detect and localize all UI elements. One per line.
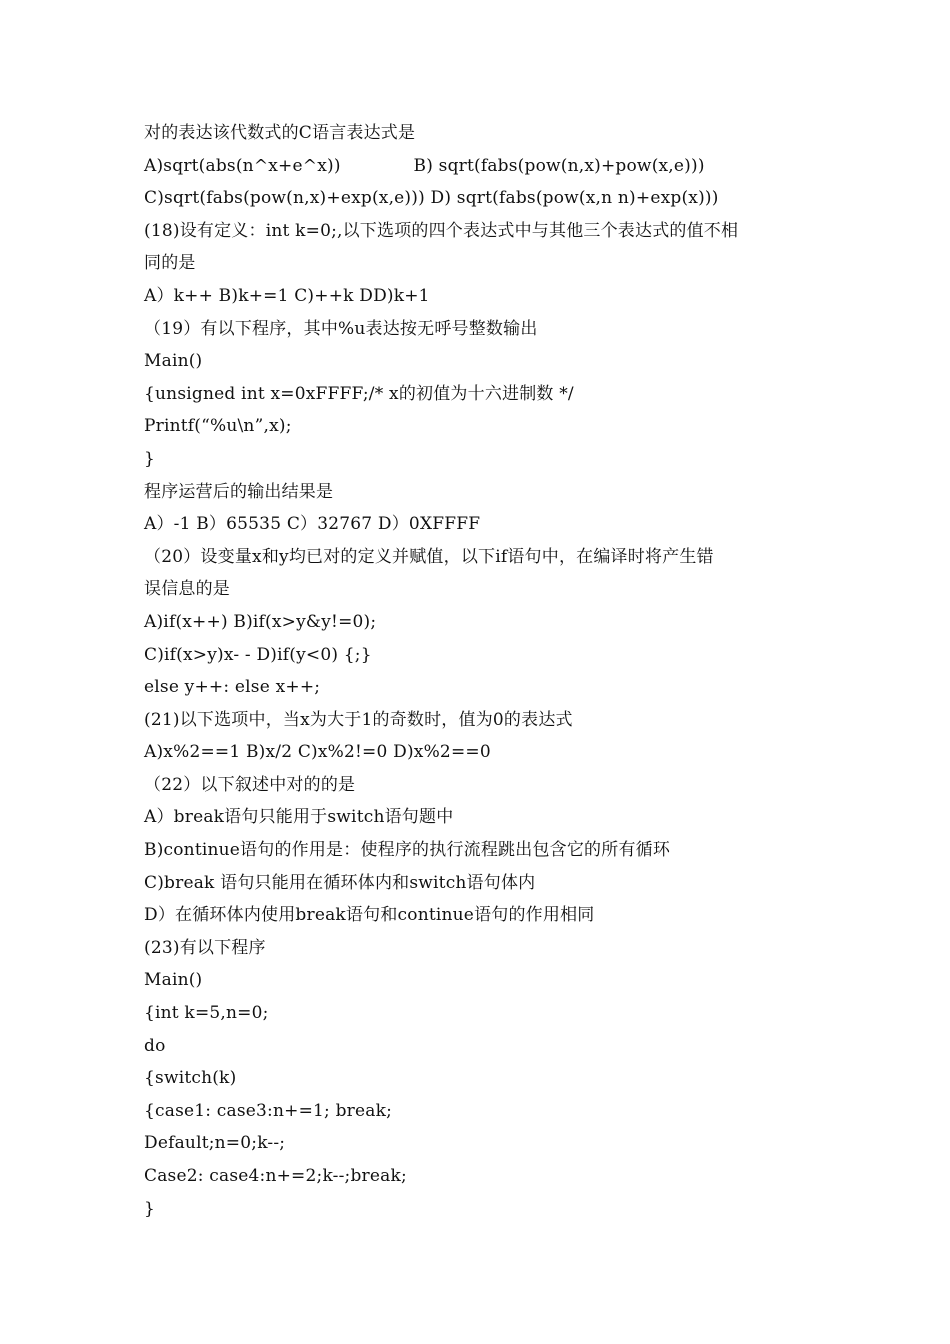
option-line: C)sqrt(fabs(pow(n,x)+exp(x,e))) D) sqrt(fabs(pow(x,n n)+exp(x))) [144, 188, 719, 209]
code-line: Case2: case4:n+=2;k--;break; [144, 1166, 407, 1186]
text-line: 同的是 [144, 253, 196, 274]
option-line: A）break语句只能用于switch语句题中 [144, 807, 454, 828]
option-line: C)break 语句只能用在循环体内和switch语句体内 [144, 872, 536, 893]
code-line: else y++: else x++; [144, 677, 321, 698]
document-body [144, 117, 834, 1225]
code-line: {switch(k) [144, 1068, 237, 1089]
code-line: } [144, 448, 156, 469]
option-line: A)x%2==1 B)x/2 C)x%2!=0 D)x%2==0 [144, 742, 491, 763]
code-line: {int k=5,n=0; [144, 1003, 269, 1024]
option-line: B)continue语句的作用是：使程序的执行流程跳出包含它的所有循环 [144, 840, 671, 861]
code-line: {unsigned int x=0xFFFF;/* x的初值为十六进制数 */ [144, 383, 574, 404]
code-line: Main() [144, 351, 203, 372]
text-line: 误信息的是 [144, 579, 230, 600]
question-18: (18)设有定义：int k=0;,以下选项的四个表达式中与其他三个表达式的值不相 [144, 220, 739, 241]
question-19: （19）有以下程序，其中%u表达按无呼号整数输出 [144, 318, 538, 339]
option-line: C)if(x>y)x- - D)if(y<0) {;} [144, 644, 372, 665]
code-line: do [144, 1035, 166, 1056]
question-23: (23)有以下程序 [144, 937, 266, 958]
option-line: A）k++ B)k+=1 C)++k DD)k+1 [144, 285, 430, 306]
code-line: Default;n=0;k--; [144, 1133, 286, 1154]
option-line: A）-1 B）65535 C）32767 D）0XFFFF [144, 514, 481, 535]
text-line: 程序运营后的输出结果是 [144, 481, 334, 502]
question-21: (21)以下选项中，当x为大于1的奇数时，值为0的表达式 [144, 709, 573, 730]
code-line: Printf(“%u\n”,x); [144, 416, 292, 437]
question-20: （20）设变量x和y均已对的定义并赋值，以下if语句中，在编译时将产生错 [144, 546, 714, 567]
code-line: {case1: case3:n+=1; break; [144, 1100, 393, 1121]
text-line: 对的表达该代数式的C语言表达式是 [144, 123, 416, 143]
option-line: A)if(x++) B)if(x>y&y!=0); [144, 611, 377, 632]
option-line: D）在循环体内使用break语句和continue语句的作用相同 [144, 905, 595, 926]
option-line: A)sqrt(abs(n^x+e^x)) B) sqrt(fabs(pow(n,x)+pow(x,e))) [144, 155, 705, 176]
code-line: } [144, 1198, 156, 1219]
code-line: Main() [144, 970, 203, 991]
question-22: （22）以下叙述中对的的是 [144, 774, 356, 795]
